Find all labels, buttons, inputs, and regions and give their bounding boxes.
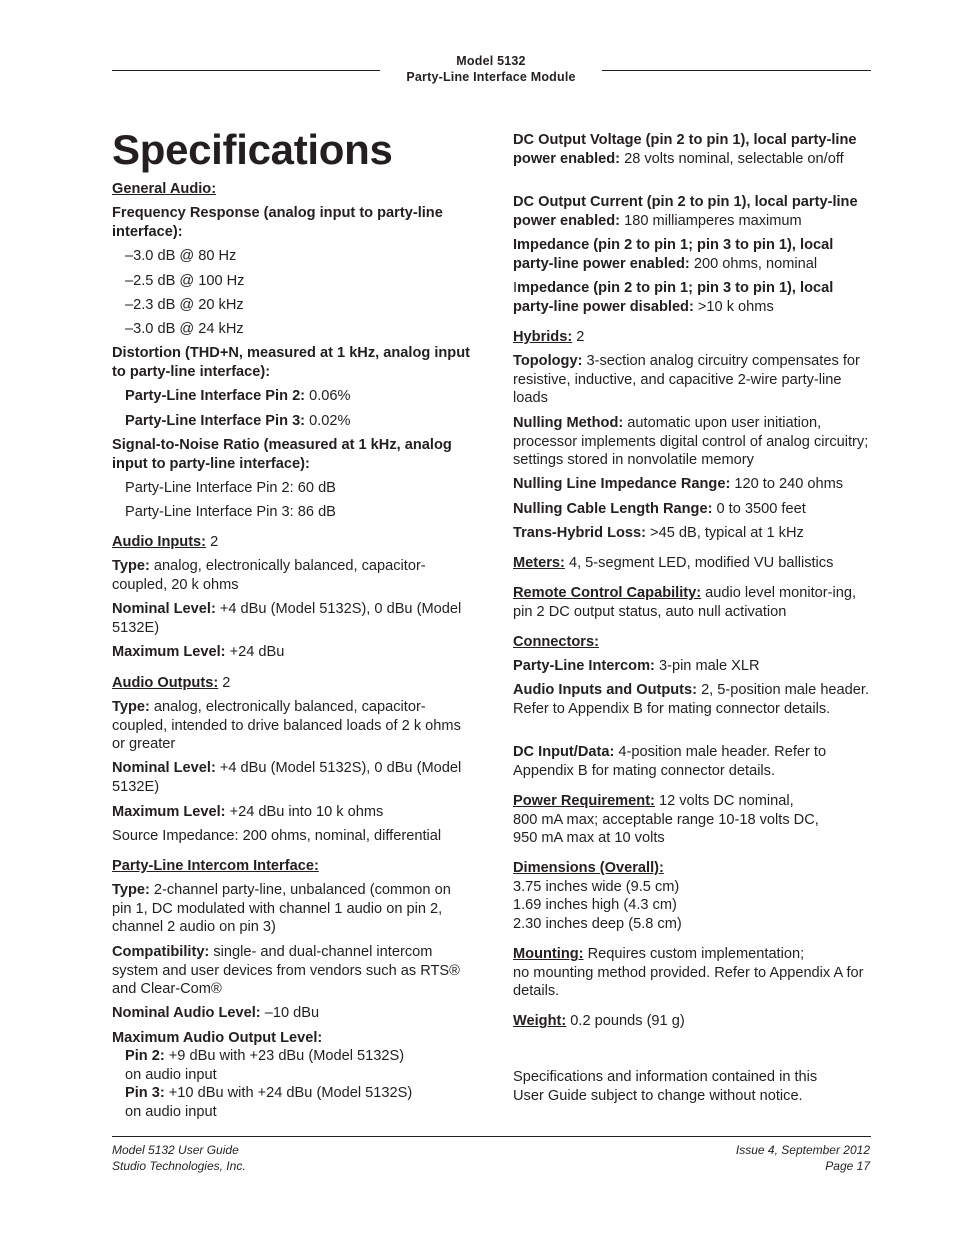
- connector-audio-io: Audio Inputs and Outputs: 2, 5-position male header. Refer to Appendix B for mating connector details.: [513, 682, 870, 717]
- freq-value-4: –3.0 dB @ 24 kHz: [125, 321, 244, 337]
- snr-label: Signal-to-Noise Ratio (measured at 1 kHz, analog input to party-line interface):: [112, 437, 452, 472]
- hybrids-trans-loss: Trans-Hybrid Loss: >45 dB, typical at 1 kHz: [513, 525, 804, 541]
- hybrids-topology: Topology: 3-section analog circuitry compensates for resistive, inductive, and capacitive 2-wire party-line loads: [513, 353, 860, 407]
- freq-value-3: –2.3 dB @ 20 kHz: [125, 297, 244, 313]
- distortion-pin2: Party-Line Interface Pin 2: 0.06%: [125, 388, 351, 404]
- audio-outputs-nominal: Nominal Level: +4 dBu (Model 5132S), 0 dBu (Model 5132E): [112, 760, 462, 795]
- impedance-disabled: Impedance (pin 2 to pin 1; pin 3 to pin 1), local party-line power disabled: >10 k ohms: [513, 280, 834, 315]
- audio-outputs-max: Maximum Level: +24 dBu into 10 k ohms: [112, 804, 384, 820]
- snr-pin3: Party-Line Interface Pin 3: 86 dB: [125, 504, 336, 520]
- freq-response-label: Frequency Response (analog input to party-line interface):: [112, 205, 443, 240]
- dimensions: Dimensions (Overall): 3.75 inches wide (9.5 cm) 1.69 inches high (4.3 cm) 2.30 inches deep (5.8 cm): [513, 860, 682, 932]
- running-header: [380, 54, 602, 85]
- audio-inputs-heading: Audio Inputs: 2: [112, 534, 219, 550]
- hybrids-heading: Hybrids: 2: [513, 329, 585, 345]
- header-product: Party-Line Interface Module: [406, 69, 576, 84]
- party-line-max-label: Maximum Audio Output Level:: [112, 1030, 323, 1046]
- footer-rule: [112, 1136, 871, 1137]
- party-line-type: Type: 2-channel party-line, unbalanced (common on pin 1, DC modulated with channel 1 audio on pin 2, channel 2 audio on pin 3): [112, 882, 451, 936]
- party-line-max-pin2-cont: on audio input: [125, 1067, 217, 1083]
- footer-page-number: Page 17: [825, 1158, 870, 1173]
- footer-guide-name: Model 5132 User Guide: [112, 1143, 239, 1157]
- snr-pin2: Party-Line Interface Pin 2: 60 dB: [125, 480, 336, 496]
- party-line-max-pin3-cont: on audio input: [125, 1104, 217, 1120]
- hybrids-nulling-cable: Nulling Cable Length Range: 0 to 3500 feet: [513, 501, 806, 517]
- audio-outputs-heading: Audio Outputs: 2: [112, 675, 231, 691]
- party-line-nominal: Nominal Audio Level: –10 dBu: [112, 1005, 320, 1021]
- footer-right: [736, 1143, 870, 1174]
- freq-value-1: –3.0 dB @ 80 Hz: [125, 248, 237, 264]
- weight: Weight: 0.2 pounds (91 g): [513, 1013, 685, 1029]
- distortion-label: Distortion (THD+N, measured at 1 kHz, analog input to party-line interface):: [112, 345, 470, 380]
- hybrids-nulling-method: Nulling Method: automatic upon user initiation, processor implements digital control of analog circuitry; settings stored in nonvolatile memory: [513, 415, 869, 469]
- dc-output-voltage: DC Output Voltage (pin 2 to pin 1), local party-line power enabled: 28 volts nominal, selectable on/off: [513, 132, 857, 167]
- connectors-heading: Connectors:: [513, 634, 599, 650]
- audio-inputs-type: Type: analog, electronically balanced, capacitor-coupled, 20 k ohms: [112, 558, 426, 593]
- mounting: Mounting: Requires custom implementation; no mounting method provided. Refer to Appendix A for details.: [513, 946, 864, 1000]
- impedance-enabled: Impedance (pin 2 to pin 1; pin 3 to pin 1), local party-line power enabled: 200 ohms, nominal: [513, 237, 834, 272]
- header-model: Model 5132: [456, 54, 526, 68]
- footer-company: Studio Technologies, Inc.: [112, 1158, 246, 1173]
- change-notice: Specifications and information contained in this User Guide subject to change without notice.: [513, 1069, 818, 1104]
- connector-dc-input: DC Input/Data: 4-position male header. Refer to Appendix B for mating connector details.: [513, 744, 827, 779]
- remote-control-spec: Remote Control Capability: audio level monitor-ing, pin 2 DC output status, auto null activation: [513, 585, 857, 620]
- general-audio-heading: General Audio:: [112, 181, 217, 197]
- audio-inputs-nominal: Nominal Level: +4 dBu (Model 5132S), 0 dBu (Model 5132E): [112, 601, 462, 636]
- header-rule-right: [602, 70, 871, 71]
- footer-left: [112, 1143, 246, 1174]
- party-line-max-pin2: Pin 2: +9 dBu with +23 dBu (Model 5132S): [125, 1048, 405, 1064]
- power-requirement: Power Requirement: 12 volts DC nominal, 800 mA max; acceptable range 10-18 volts DC, 950 mA max at 10 volts: [513, 793, 819, 847]
- audio-inputs-max: Maximum Level: +24 dBu: [112, 644, 285, 660]
- page-title: Specifications: [112, 126, 393, 173]
- footer-issue: Issue 4, September 2012: [735, 1143, 870, 1157]
- audio-outputs-type: Type: analog, electronically balanced, capacitor-coupled, intended to drive balanced loads of 2 k ohms or greater: [112, 699, 461, 753]
- meters-spec: Meters: 4, 5-segment LED, modified VU ballistics: [513, 555, 834, 571]
- distortion-pin3: Party-Line Interface Pin 3: 0.02%: [125, 413, 351, 429]
- hybrids-nulling-impedance: Nulling Line Impedance Range: 120 to 240 ohms: [513, 476, 844, 492]
- header-rule-left: [112, 70, 380, 71]
- party-line-compatibility: Compatibility: single- and dual-channel intercom system and user devices from vendors such as RTS® and Clear-Com®: [112, 944, 460, 998]
- dc-output-current: DC Output Current (pin 2 to pin 1), local party-line power enabled: 180 milliamperes maximum: [513, 194, 858, 229]
- party-line-max-pin3: Pin 3: +10 dBu with +24 dBu (Model 5132S): [125, 1085, 413, 1101]
- audio-outputs-source-impedance: Source Impedance: 200 ohms, nominal, differential: [112, 828, 442, 844]
- connector-party-line: Party-Line Intercom: 3-pin male XLR: [513, 658, 760, 674]
- freq-value-2: –2.5 dB @ 100 Hz: [125, 273, 245, 289]
- party-line-heading: Party-Line Intercom Interface:: [112, 858, 319, 874]
